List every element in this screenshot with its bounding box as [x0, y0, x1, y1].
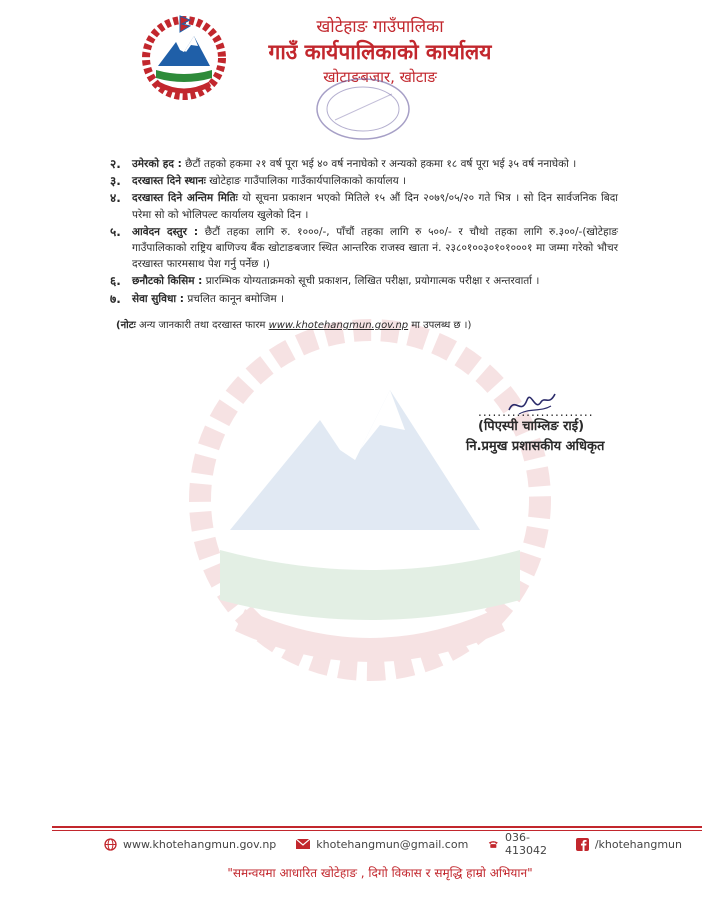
list-item [110, 291, 618, 307]
note-paragraph [116, 318, 616, 334]
notice-items [110, 156, 618, 308]
item-label: आवेदन दस्तुर : [132, 225, 199, 238]
nepal-emblem-logo [136, 12, 232, 100]
mail-icon [296, 839, 310, 849]
item-label: उमेरको हद : [132, 158, 182, 170]
office-location: खोटाङबजार, खोटाङ [323, 68, 437, 86]
contact-facebook[interactable] [576, 838, 682, 851]
facebook-text: /khotehangmun [594, 837, 682, 851]
item-number: ३. [110, 174, 121, 189]
item-number: २. [110, 157, 121, 171]
phone-icon [488, 839, 499, 850]
item-text: यो सूचना प्रकाशन भएको मितिले १५ औं दिन २०७९/०५/२० गते भित्र । सो दिन सार्वजनिक बिदा परेमा सो को भोलिपल्ट कार्यालय खुलेको दिन । [132, 192, 618, 221]
signature-line: ........................ [478, 405, 594, 419]
note-text-end: मा उपलब्ध छ ।) [408, 320, 472, 331]
phone-text: 036-413042 [504, 831, 547, 857]
item-label: दरखास्त दिने अन्तिम मितिः [132, 192, 238, 205]
note-text: अन्य जानकारी तथा दरखास्त फारम [135, 320, 269, 331]
signatory-name: (पिएस्पी चाम्लिङ राई) [478, 419, 585, 434]
item-number: ६. [110, 274, 121, 289]
website-text: www.khotehangmun.gov.np [123, 837, 277, 851]
list-item [110, 173, 618, 189]
signatory-title: नि.प्रमुख प्रशासकीय अधिकृत [466, 439, 605, 454]
item-number: ४. [110, 191, 121, 206]
footer-divider-thin [52, 830, 702, 831]
item-label: दरखास्त दिने स्थानः [132, 175, 206, 188]
footer-contacts [104, 831, 702, 857]
item-text: प्रारम्भिक योग्यताक्रमको सूची प्रकाशन, लिखित परीक्षा, प्रयोगात्मक परीक्षा र अन्तरवार्ता । [202, 275, 540, 288]
item-number: ७. [110, 291, 121, 306]
office-stamp [310, 72, 416, 146]
item-number: ५. [110, 224, 121, 239]
emblem-watermark [150, 300, 590, 700]
website-link[interactable]: www.khotehangmun.gov.np [268, 320, 409, 331]
email-text: khotehangmun@gmail.com [316, 837, 469, 851]
item-text: प्रचलित कानून बमोजिम । [184, 292, 285, 305]
list-item [110, 156, 618, 172]
footer-motto: "समन्वयमा आधारित खोटेहाङ , दिगो विकास र समृद्धि हाम्रो अभियान" [227, 866, 533, 880]
item-text: खोटेहाङ गाउँपालिका गाउँकार्यपालिकाको कार्यालय । [205, 175, 407, 188]
item-text: छैटौं तहको हकमा २१ वर्ष पूरा भई ४० वर्ष ननाघेको र अन्यको हकमा १८ वर्ष पूरा भई ३५ वर्ष ननाघेको । [181, 158, 577, 170]
list-item [110, 273, 618, 289]
facebook-icon [576, 838, 589, 851]
list-item [110, 224, 618, 273]
item-label: सेवा सुविधा : [132, 292, 184, 305]
municipality-name: खोटेहाङ गाउँपालिका [316, 17, 444, 37]
contact-email[interactable] [296, 838, 468, 851]
list-item [110, 190, 618, 222]
globe-icon [104, 838, 117, 851]
office-name: गाउँ कार्यपालिकाको कार्यालय [268, 40, 492, 64]
item-label: छनौटको किसिम : [132, 275, 203, 288]
note-label: (नोटः [116, 320, 136, 331]
contact-phone[interactable] [488, 831, 556, 857]
contact-website[interactable] [104, 838, 276, 851]
footer-divider [52, 826, 702, 828]
item-text: छैटौं तहका लागि रु. १०००/-, पाँचौं तहका लागि रु ५००/- र चौथो तहका लागि रु.३००/-(खोटेहाङ गाउँपालिकाको राष्ट्रिय बाणिज्य बैंक खोटाङबजार स्थित आन्तरिक राजस्व खाता नं. २३८०१००३०१०१०००१ मा जम्मा गरेको भौचर दरखास्त फारमसाथ पेश गर्नु पर्नेछ ।) [132, 225, 618, 271]
